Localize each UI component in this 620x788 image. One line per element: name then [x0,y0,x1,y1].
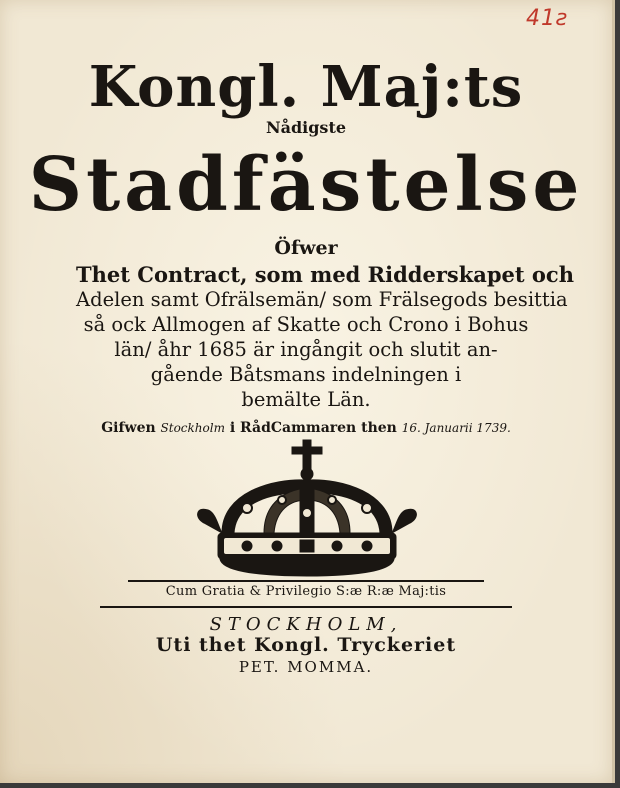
imprint-printer-name: PET. MOMMA. [238,658,374,676]
top-rule [128,580,484,582]
shelfmark: 41ƨ [526,6,569,31]
imprint-printer: Uti thet Kongl. Tryckeriet [155,634,457,656]
body-line: Adelen samt Ofrälsemän/ som Frälsegods besittia [76,288,568,311]
issued-date: 16. Januarii 1739. [401,421,511,435]
issued-line [0,420,612,436]
crown-icon [192,438,422,578]
body-line: bemälte Län. [241,388,371,411]
body-line: Thet Contract, som med Ridderskapet och [76,262,574,287]
imprint-city: STOCKHOLM, [209,614,403,635]
issued-given: Gifwen [101,420,156,436]
title-line-4: Öfwer [274,237,338,259]
bottom-rule [100,606,512,608]
body-line: så ock Allmogen af Skatte och Crono i Bohus [83,313,529,336]
body-line: län/ åhr 1685 är ingångit och slutit an- [114,338,498,361]
body-text [76,262,574,412]
title-line-3: Stadfästelse [28,142,584,228]
title-line-1: Kongl. Maj:ts [88,54,524,120]
privilege-line: Cum Gratia & Privilegio S:æ R:æ Maj:tis [165,584,447,599]
issued-i: i [229,420,236,436]
issued-place: Stockholm [160,421,225,435]
issued-chamber: RådCammaren then [240,420,397,436]
title-line-2: Nådigste [265,118,347,137]
body-line: gående Båtsmans indelningen i [150,363,462,386]
